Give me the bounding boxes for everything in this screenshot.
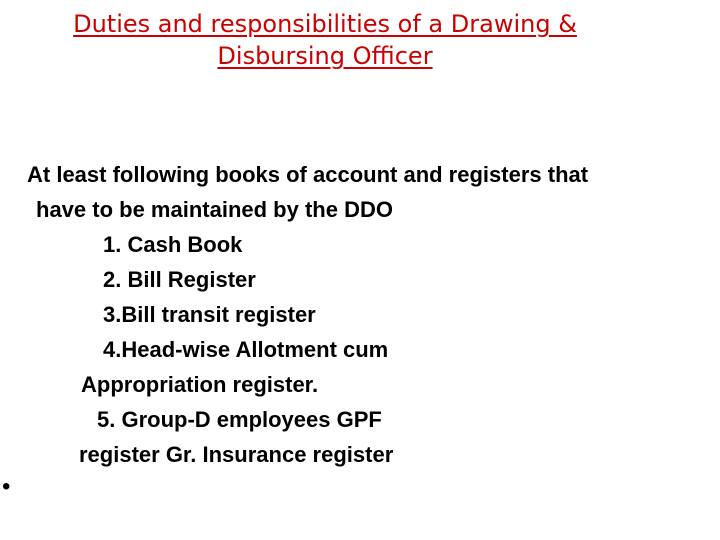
list-item-cash-book: 1. Cash Book [103,232,243,257]
slide-title [0,8,650,72]
list-item-allotment-line-2: Appropriation register. [81,372,319,397]
slide-title-line-2: Disbursing Officer [217,42,433,70]
slide-title-line-1: Duties and responsibilities of a Drawing & [73,10,577,38]
list-item-gpf-line-2: register Gr. Insurance register [79,442,394,467]
list-item-bill-transit-register: 3.Bill transit register [103,302,316,327]
intro-line-1: At least following books of account and registers that [27,162,589,187]
list-item-gpf-line-1: 5. Group-D employees GPF [97,407,382,432]
bullet-marker: • [2,473,11,500]
list-item-bill-register: 2. Bill Register [103,267,256,292]
intro-line-2: have to be maintained by the DDO [36,197,393,222]
list-item-allotment-line-1: 4.Head-wise Allotment cum [103,337,389,362]
